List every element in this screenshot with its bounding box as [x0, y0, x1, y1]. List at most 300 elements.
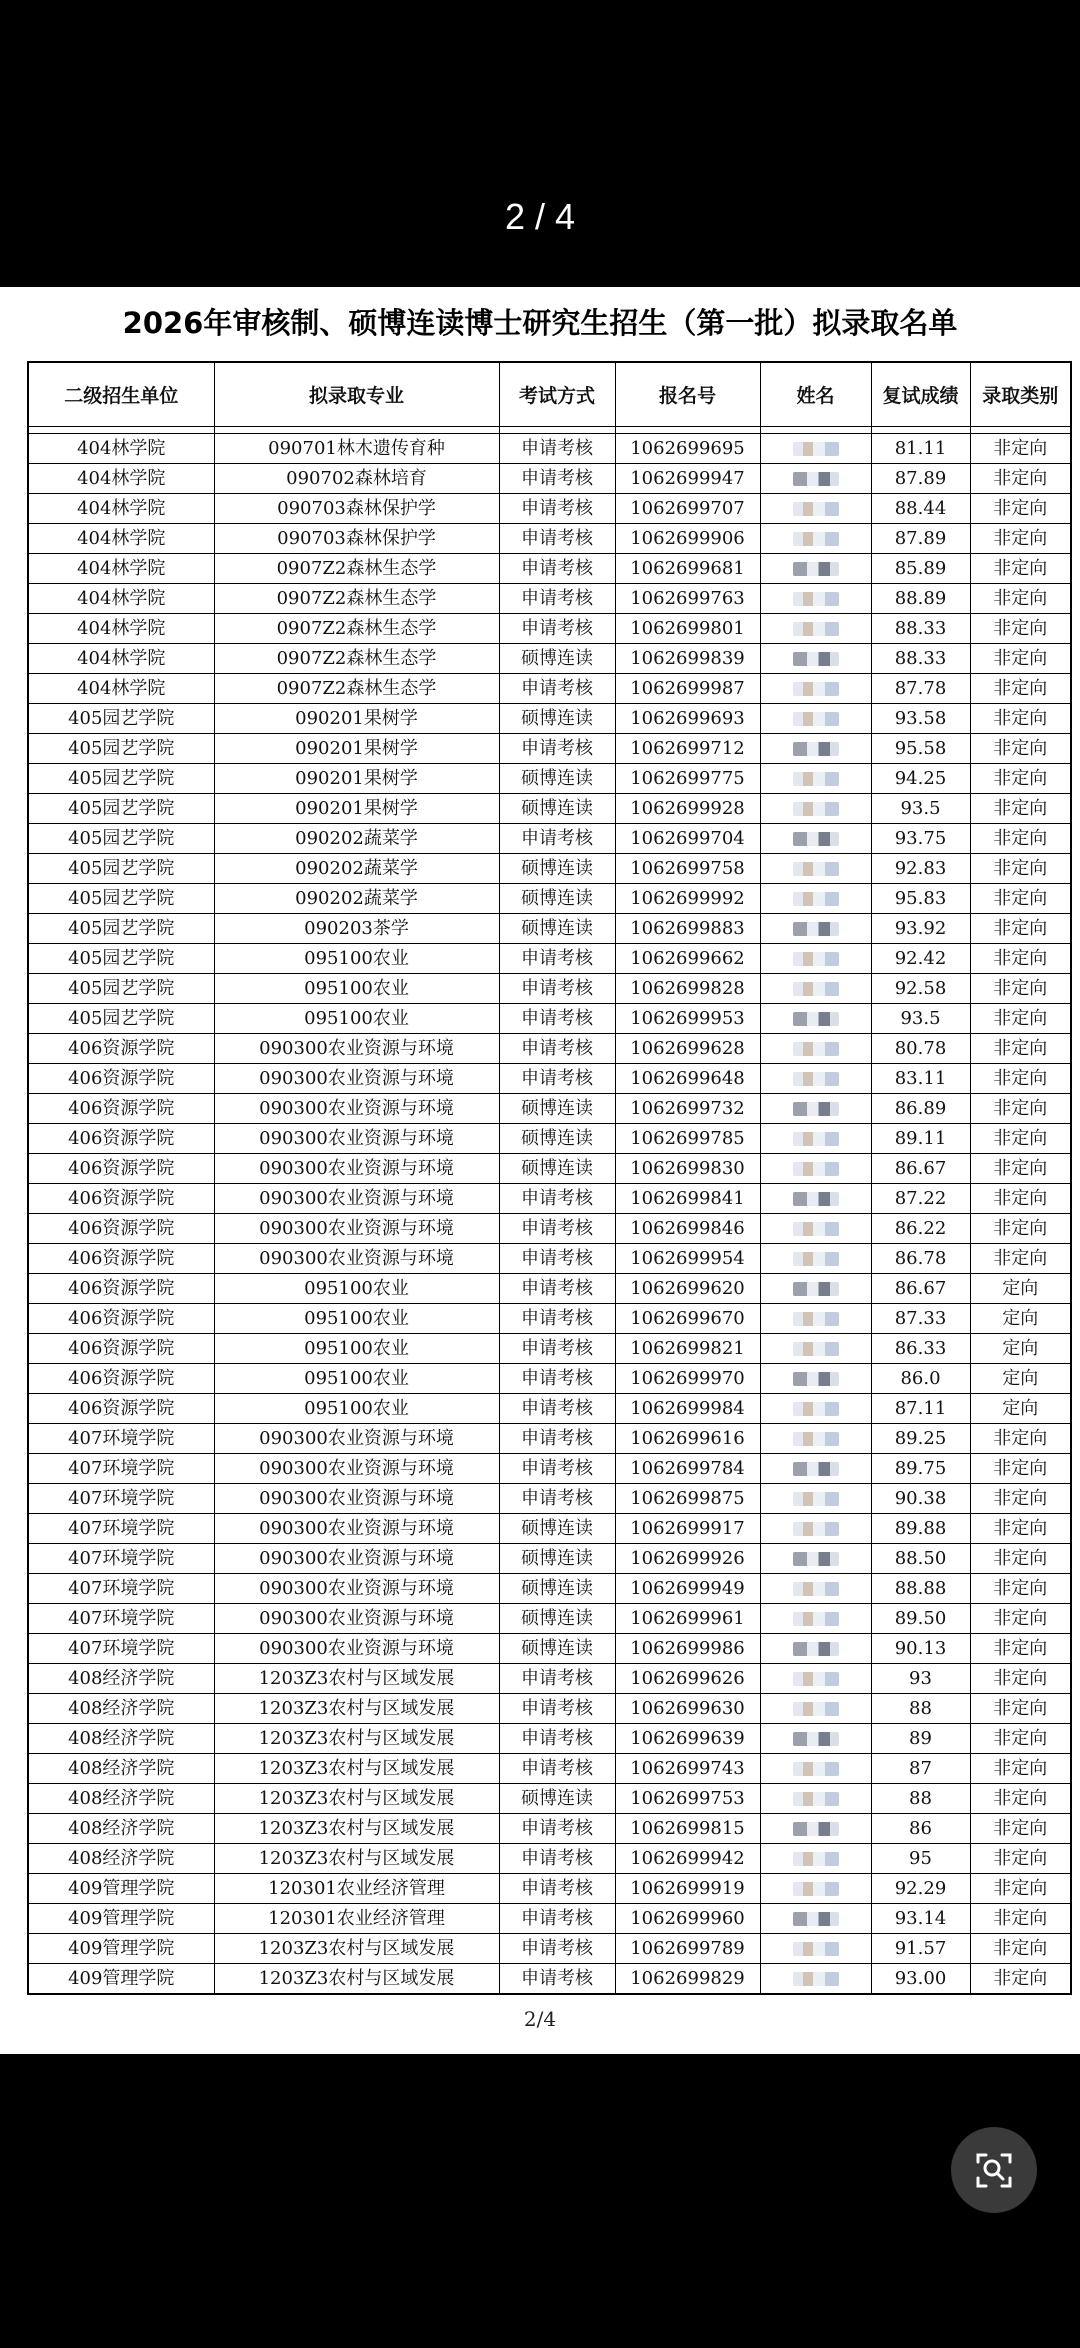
- exam-mode-cell: 申请考核: [499, 1874, 615, 1904]
- unit-cell: 407环境学院: [28, 1454, 214, 1484]
- category-cell: 非定向: [970, 1574, 1071, 1604]
- score-cell: 94.25: [871, 764, 970, 794]
- redaction-mosaic: [793, 1552, 839, 1566]
- name-cell-redacted: [760, 1604, 871, 1634]
- name-cell-redacted: [760, 884, 871, 914]
- name-cell-redacted: [760, 614, 871, 644]
- name-cell-redacted: [760, 1364, 871, 1394]
- name-cell-redacted: [760, 1934, 871, 1964]
- score-cell: 87.89: [871, 524, 970, 554]
- name-cell-redacted: [760, 584, 871, 614]
- category-cell: 非定向: [970, 1664, 1071, 1694]
- category-cell: 非定向: [970, 734, 1071, 764]
- header-score: 复试成绩: [871, 362, 970, 427]
- name-cell-redacted: [760, 1274, 871, 1304]
- reg-no-cell: 1062699960: [615, 1904, 760, 1934]
- page-footer: 2/4: [523, 2007, 557, 2031]
- score-cell: 86: [871, 1814, 970, 1844]
- score-cell: 88.50: [871, 1544, 970, 1574]
- exam-mode-cell: 申请考核: [499, 1964, 615, 1995]
- name-cell-redacted: [760, 1394, 871, 1424]
- score-cell: 95.58: [871, 734, 970, 764]
- major-cell: 1203Z3农村与区域发展: [214, 1934, 499, 1964]
- reg-no-cell: 1062699704: [615, 824, 760, 854]
- exam-mode-cell: 硕博连读: [499, 884, 615, 914]
- reg-no-cell: 1062699707: [615, 494, 760, 524]
- name-cell-redacted: [760, 1844, 871, 1874]
- redaction-mosaic: [793, 1762, 839, 1776]
- category-cell: 非定向: [970, 464, 1071, 494]
- table-row: [28, 794, 1071, 824]
- table-row: [28, 1214, 1071, 1244]
- table-row: [28, 704, 1071, 734]
- name-cell-redacted: [760, 1724, 871, 1754]
- table-row: [28, 1004, 1071, 1034]
- major-cell: 090703森林保护学: [214, 524, 499, 554]
- unit-cell: 408经济学院: [28, 1724, 214, 1754]
- table-row: [28, 1514, 1071, 1544]
- unit-cell: 404林学院: [28, 554, 214, 584]
- exam-mode-cell: 申请考核: [499, 1304, 615, 1334]
- major-cell: 090300农业资源与环境: [214, 1184, 499, 1214]
- major-cell: 090703森林保护学: [214, 494, 499, 524]
- table-row: [28, 1484, 1071, 1514]
- major-cell: 1203Z3农村与区域发展: [214, 1844, 499, 1874]
- major-cell: 090201果树学: [214, 734, 499, 764]
- exam-mode-cell: 硕博连读: [499, 794, 615, 824]
- reg-no-cell: 1062699775: [615, 764, 760, 794]
- exam-mode-cell: 申请考核: [499, 674, 615, 704]
- category-cell: 非定向: [970, 674, 1071, 704]
- reg-no-cell: 1062699801: [615, 614, 760, 644]
- reg-no-cell: 1062699695: [615, 434, 760, 464]
- exam-mode-cell: 申请考核: [499, 1064, 615, 1094]
- reg-no-cell: 1062699986: [615, 1634, 760, 1664]
- major-cell: 090300农业资源与环境: [214, 1094, 499, 1124]
- unit-cell: 407环境学院: [28, 1484, 214, 1514]
- major-cell: 090201果树学: [214, 764, 499, 794]
- redaction-mosaic: [793, 772, 839, 786]
- table-row: [28, 1964, 1071, 1995]
- name-cell-redacted: [760, 1214, 871, 1244]
- major-cell: 095100农业: [214, 1004, 499, 1034]
- category-cell: 非定向: [970, 1724, 1071, 1754]
- major-cell: 090300农业资源与环境: [214, 1484, 499, 1514]
- table-row: [28, 1694, 1071, 1724]
- table-row: [28, 1814, 1071, 1844]
- category-cell: 非定向: [970, 584, 1071, 614]
- score-cell: 86.67: [871, 1154, 970, 1184]
- unit-cell: 407环境学院: [28, 1514, 214, 1544]
- table-row: [28, 914, 1071, 944]
- reg-no-cell: 1062699992: [615, 884, 760, 914]
- category-cell: 非定向: [970, 854, 1071, 884]
- redaction-mosaic: [793, 1402, 839, 1416]
- exam-mode-cell: 硕博连读: [499, 704, 615, 734]
- unit-cell: 408经济学院: [28, 1664, 214, 1694]
- name-cell-redacted: [760, 1784, 871, 1814]
- category-cell: 非定向: [970, 494, 1071, 524]
- category-cell: 非定向: [970, 1424, 1071, 1454]
- category-cell: 定向: [970, 1304, 1071, 1334]
- reg-no-cell: 1062699919: [615, 1874, 760, 1904]
- exam-mode-cell: 申请考核: [499, 1274, 615, 1304]
- name-cell-redacted: [760, 1634, 871, 1664]
- name-cell-redacted: [760, 494, 871, 524]
- table-row: [28, 1304, 1071, 1334]
- score-cell: 92.58: [871, 974, 970, 1004]
- exam-mode-cell: 申请考核: [499, 434, 615, 464]
- table-row: [28, 1244, 1071, 1274]
- reg-no-cell: 1062699693: [615, 704, 760, 734]
- score-cell: 92.42: [871, 944, 970, 974]
- name-cell-redacted: [760, 974, 871, 1004]
- unit-cell: 406资源学院: [28, 1394, 214, 1424]
- category-cell: 定向: [970, 1364, 1071, 1394]
- table-header-row: [28, 362, 1071, 427]
- exam-mode-cell: 硕博连读: [499, 1094, 615, 1124]
- name-cell-redacted: [760, 764, 871, 794]
- unit-cell: 407环境学院: [28, 1544, 214, 1574]
- exam-mode-cell: 申请考核: [499, 464, 615, 494]
- name-cell-redacted: [760, 1244, 871, 1274]
- table-row: [28, 1034, 1071, 1064]
- redaction-mosaic: [793, 1942, 839, 1956]
- table-row: [28, 944, 1071, 974]
- category-cell: 非定向: [970, 1454, 1071, 1484]
- category-cell: 非定向: [970, 1124, 1071, 1154]
- unit-cell: 406资源学院: [28, 1214, 214, 1244]
- major-cell: 090300农业资源与环境: [214, 1514, 499, 1544]
- image-search-button[interactable]: [951, 2127, 1037, 2213]
- unit-cell: 404林学院: [28, 644, 214, 674]
- reg-no-cell: 1062699620: [615, 1274, 760, 1304]
- name-cell-redacted: [760, 1454, 871, 1484]
- name-cell-redacted: [760, 1874, 871, 1904]
- exam-mode-cell: 申请考核: [499, 584, 615, 614]
- score-cell: 95.83: [871, 884, 970, 914]
- reg-no-cell: 1062699949: [615, 1574, 760, 1604]
- table-row: [28, 1634, 1071, 1664]
- redaction-mosaic: [793, 802, 839, 816]
- table-row: [28, 1664, 1071, 1694]
- score-cell: 86.78: [871, 1244, 970, 1274]
- redaction-mosaic: [793, 742, 839, 756]
- name-cell-redacted: [760, 554, 871, 584]
- reg-no-cell: 1062699906: [615, 524, 760, 554]
- exam-mode-cell: 硕博连读: [499, 1784, 615, 1814]
- redaction-mosaic: [793, 892, 839, 906]
- score-cell: 85.89: [871, 554, 970, 584]
- major-cell: 090202蔬菜学: [214, 824, 499, 854]
- category-cell: 非定向: [970, 1484, 1071, 1514]
- redaction-mosaic: [793, 1012, 839, 1026]
- exam-mode-cell: 申请考核: [499, 1364, 615, 1394]
- reg-no-cell: 1062699628: [615, 1034, 760, 1064]
- score-cell: 80.78: [871, 1034, 970, 1064]
- name-cell-redacted: [760, 1034, 871, 1064]
- reg-no-cell: 1062699928: [615, 794, 760, 824]
- name-cell-redacted: [760, 1064, 871, 1094]
- category-cell: 非定向: [970, 1184, 1071, 1214]
- redaction-mosaic: [793, 1462, 839, 1476]
- redaction-mosaic: [793, 1192, 839, 1206]
- major-cell: 090300农业资源与环境: [214, 1544, 499, 1574]
- category-cell: 非定向: [970, 884, 1071, 914]
- exam-mode-cell: 硕博连读: [499, 644, 615, 674]
- unit-cell: 409管理学院: [28, 1934, 214, 1964]
- major-cell: 095100农业: [214, 1364, 499, 1394]
- unit-cell: 409管理学院: [28, 1904, 214, 1934]
- unit-cell: 404林学院: [28, 524, 214, 554]
- header-name: 姓名: [760, 362, 871, 427]
- name-cell-redacted: [760, 1304, 871, 1334]
- redaction-mosaic: [793, 1372, 839, 1386]
- category-cell: 非定向: [970, 974, 1071, 1004]
- category-cell: 非定向: [970, 1544, 1071, 1574]
- category-cell: 非定向: [970, 524, 1071, 554]
- reg-no-cell: 1062699839: [615, 644, 760, 674]
- reg-no-cell: 1062699784: [615, 1454, 760, 1484]
- major-cell: 090300农业资源与环境: [214, 1574, 499, 1604]
- redaction-mosaic: [793, 1732, 839, 1746]
- score-cell: 93.75: [871, 824, 970, 854]
- reg-no-cell: 1062699846: [615, 1214, 760, 1244]
- redaction-mosaic: [793, 1522, 839, 1536]
- score-cell: 88.33: [871, 614, 970, 644]
- table-row: [28, 1334, 1071, 1364]
- category-cell: 非定向: [970, 1154, 1071, 1184]
- name-cell-redacted: [760, 1574, 871, 1604]
- table-row: [28, 434, 1071, 464]
- reg-no-cell: 1062699763: [615, 584, 760, 614]
- score-cell: 90.38: [871, 1484, 970, 1514]
- category-cell: 非定向: [970, 1904, 1071, 1934]
- redaction-mosaic: [793, 1702, 839, 1716]
- score-cell: 93.5: [871, 794, 970, 824]
- category-cell: 非定向: [970, 824, 1071, 854]
- name-cell-redacted: [760, 674, 871, 704]
- reg-no-cell: 1062699875: [615, 1484, 760, 1514]
- category-cell: 非定向: [970, 1694, 1071, 1724]
- unit-cell: 405园艺学院: [28, 1004, 214, 1034]
- redaction-mosaic: [793, 1912, 839, 1926]
- reg-no-cell: 1062699758: [615, 854, 760, 884]
- header-unit: 二级招生单位: [28, 362, 214, 427]
- table-row: [28, 554, 1071, 584]
- name-cell-redacted: [760, 1904, 871, 1934]
- table-row: [28, 1784, 1071, 1814]
- exam-mode-cell: 申请考核: [499, 1844, 615, 1874]
- document-title: 2026年审核制、硕博连读博士研究生招生（第一批）拟录取名单: [122, 306, 958, 340]
- unit-cell: 405园艺学院: [28, 944, 214, 974]
- score-cell: 89.50: [871, 1604, 970, 1634]
- reg-no-cell: 1062699828: [615, 974, 760, 1004]
- exam-mode-cell: 申请考核: [499, 614, 615, 644]
- exam-mode-cell: 申请考核: [499, 944, 615, 974]
- major-cell: 090300农业资源与环境: [214, 1244, 499, 1274]
- table-row: [28, 674, 1071, 704]
- major-cell: 0907Z2森林生态学: [214, 674, 499, 704]
- score-cell: 92.29: [871, 1874, 970, 1904]
- major-cell: 095100农业: [214, 1274, 499, 1304]
- major-cell: 090300农业资源与环境: [214, 1154, 499, 1184]
- redaction-mosaic: [793, 502, 839, 516]
- redaction-mosaic: [793, 562, 839, 576]
- major-cell: 090300农业资源与环境: [214, 1034, 499, 1064]
- reg-no-cell: 1062699953: [615, 1004, 760, 1034]
- table-row: [28, 854, 1071, 884]
- redaction-mosaic: [793, 952, 839, 966]
- category-cell: 非定向: [970, 1784, 1071, 1814]
- major-cell: 090300农业资源与环境: [214, 1454, 499, 1484]
- category-cell: 非定向: [970, 1094, 1071, 1124]
- exam-mode-cell: 硕博连读: [499, 1604, 615, 1634]
- reg-no-cell: 1062699926: [615, 1544, 760, 1574]
- name-cell-redacted: [760, 524, 871, 554]
- score-cell: 86.22: [871, 1214, 970, 1244]
- name-cell-redacted: [760, 464, 871, 494]
- reg-no-cell: 1062699753: [615, 1784, 760, 1814]
- exam-mode-cell: 申请考核: [499, 1484, 615, 1514]
- header-exam-mode: 考试方式: [499, 362, 615, 427]
- category-cell: 非定向: [970, 1034, 1071, 1064]
- exam-mode-cell: 申请考核: [499, 1034, 615, 1064]
- table-row: [28, 1574, 1071, 1604]
- table-row: [28, 644, 1071, 674]
- major-cell: 090202蔬菜学: [214, 884, 499, 914]
- score-cell: 89.11: [871, 1124, 970, 1154]
- table-row: [28, 1124, 1071, 1154]
- name-cell-redacted: [760, 1484, 871, 1514]
- score-cell: 86.67: [871, 1274, 970, 1304]
- reg-no-cell: 1062699670: [615, 1304, 760, 1334]
- reg-no-cell: 1062699681: [615, 554, 760, 584]
- score-cell: 93: [871, 1664, 970, 1694]
- reg-no-cell: 1062699630: [615, 1694, 760, 1724]
- unit-cell: 405园艺学院: [28, 914, 214, 944]
- reg-no-cell: 1062699616: [615, 1424, 760, 1454]
- redaction-mosaic: [793, 472, 839, 486]
- reg-no-cell: 1062699648: [615, 1064, 760, 1094]
- name-cell-redacted: [760, 1184, 871, 1214]
- exam-mode-cell: 硕博连读: [499, 1634, 615, 1664]
- score-cell: 88.89: [871, 584, 970, 614]
- major-cell: 1203Z3农村与区域发展: [214, 1694, 499, 1724]
- table-row: [28, 824, 1071, 854]
- exam-mode-cell: 硕博连读: [499, 764, 615, 794]
- score-cell: 92.83: [871, 854, 970, 884]
- redaction-mosaic: [793, 832, 839, 846]
- category-cell: 非定向: [970, 794, 1071, 824]
- exam-mode-cell: 申请考核: [499, 1904, 615, 1934]
- category-cell: 非定向: [970, 764, 1071, 794]
- redaction-mosaic: [793, 1852, 839, 1866]
- exam-mode-cell: 申请考核: [499, 974, 615, 1004]
- score-cell: 95: [871, 1844, 970, 1874]
- score-cell: 87.78: [871, 674, 970, 704]
- reg-no-cell: 1062699961: [615, 1604, 760, 1634]
- table-row: [28, 494, 1071, 524]
- name-cell-redacted: [760, 794, 871, 824]
- redaction-mosaic: [793, 1162, 839, 1176]
- major-cell: 095100农业: [214, 974, 499, 1004]
- reg-no-cell: 1062699954: [615, 1244, 760, 1274]
- major-cell: 1203Z3农村与区域发展: [214, 1784, 499, 1814]
- major-cell: 090300农业资源与环境: [214, 1634, 499, 1664]
- table-row: [28, 1844, 1071, 1874]
- score-cell: 86.0: [871, 1364, 970, 1394]
- unit-cell: 405园艺学院: [28, 974, 214, 1004]
- unit-cell: 405园艺学院: [28, 704, 214, 734]
- redaction-mosaic: [793, 862, 839, 876]
- redaction-mosaic: [793, 922, 839, 936]
- table-row: [28, 1274, 1071, 1304]
- category-cell: 定向: [970, 1334, 1071, 1364]
- score-cell: 93.00: [871, 1964, 970, 1995]
- table-row: [28, 1154, 1071, 1184]
- unit-cell: 406资源学院: [28, 1334, 214, 1364]
- unit-cell: 406资源学院: [28, 1094, 214, 1124]
- unit-cell: 405园艺学院: [28, 884, 214, 914]
- unit-cell: 407环境学院: [28, 1574, 214, 1604]
- category-cell: 非定向: [970, 1844, 1071, 1874]
- major-cell: 090300农业资源与环境: [214, 1124, 499, 1154]
- score-cell: 86.33: [871, 1334, 970, 1364]
- redaction-mosaic: [793, 1882, 839, 1896]
- unit-cell: 404林学院: [28, 614, 214, 644]
- name-cell-redacted: [760, 1124, 871, 1154]
- score-cell: 93.92: [871, 914, 970, 944]
- header-category: 录取类别: [970, 362, 1071, 427]
- reg-no-cell: 1062699970: [615, 1364, 760, 1394]
- score-cell: 93.5: [871, 1004, 970, 1034]
- reg-no-cell: 1062699942: [615, 1844, 760, 1874]
- reg-no-cell: 1062699841: [615, 1184, 760, 1214]
- table-row: [28, 614, 1071, 644]
- category-cell: 非定向: [970, 554, 1071, 584]
- unit-cell: 406资源学院: [28, 1154, 214, 1184]
- document-page: [0, 287, 1080, 2054]
- redaction-mosaic: [793, 712, 839, 726]
- redaction-mosaic: [793, 442, 839, 456]
- exam-mode-cell: 申请考核: [499, 1184, 615, 1214]
- unit-cell: 404林学院: [28, 494, 214, 524]
- table-row: [28, 1394, 1071, 1424]
- image-search-icon: [974, 2150, 1014, 2190]
- reg-no-cell: 1062699712: [615, 734, 760, 764]
- table-row: [28, 1904, 1071, 1934]
- table-row: [28, 1544, 1071, 1574]
- exam-mode-cell: 硕博连读: [499, 854, 615, 884]
- redaction-mosaic: [793, 532, 839, 546]
- reg-no-cell: 1062699732: [615, 1094, 760, 1124]
- score-cell: 86.89: [871, 1094, 970, 1124]
- exam-mode-cell: 申请考核: [499, 1244, 615, 1274]
- name-cell-redacted: [760, 644, 871, 674]
- table-row: [28, 1364, 1071, 1394]
- major-cell: 090201果树学: [214, 794, 499, 824]
- redaction-mosaic: [793, 1792, 839, 1806]
- name-cell-redacted: [760, 1664, 871, 1694]
- score-cell: 88.88: [871, 1574, 970, 1604]
- exam-mode-cell: 硕博连读: [499, 914, 615, 944]
- unit-cell: 405园艺学院: [28, 794, 214, 824]
- major-cell: 0907Z2森林生态学: [214, 644, 499, 674]
- score-cell: 87.33: [871, 1304, 970, 1334]
- reg-no-cell: 1062699947: [615, 464, 760, 494]
- score-cell: 87.22: [871, 1184, 970, 1214]
